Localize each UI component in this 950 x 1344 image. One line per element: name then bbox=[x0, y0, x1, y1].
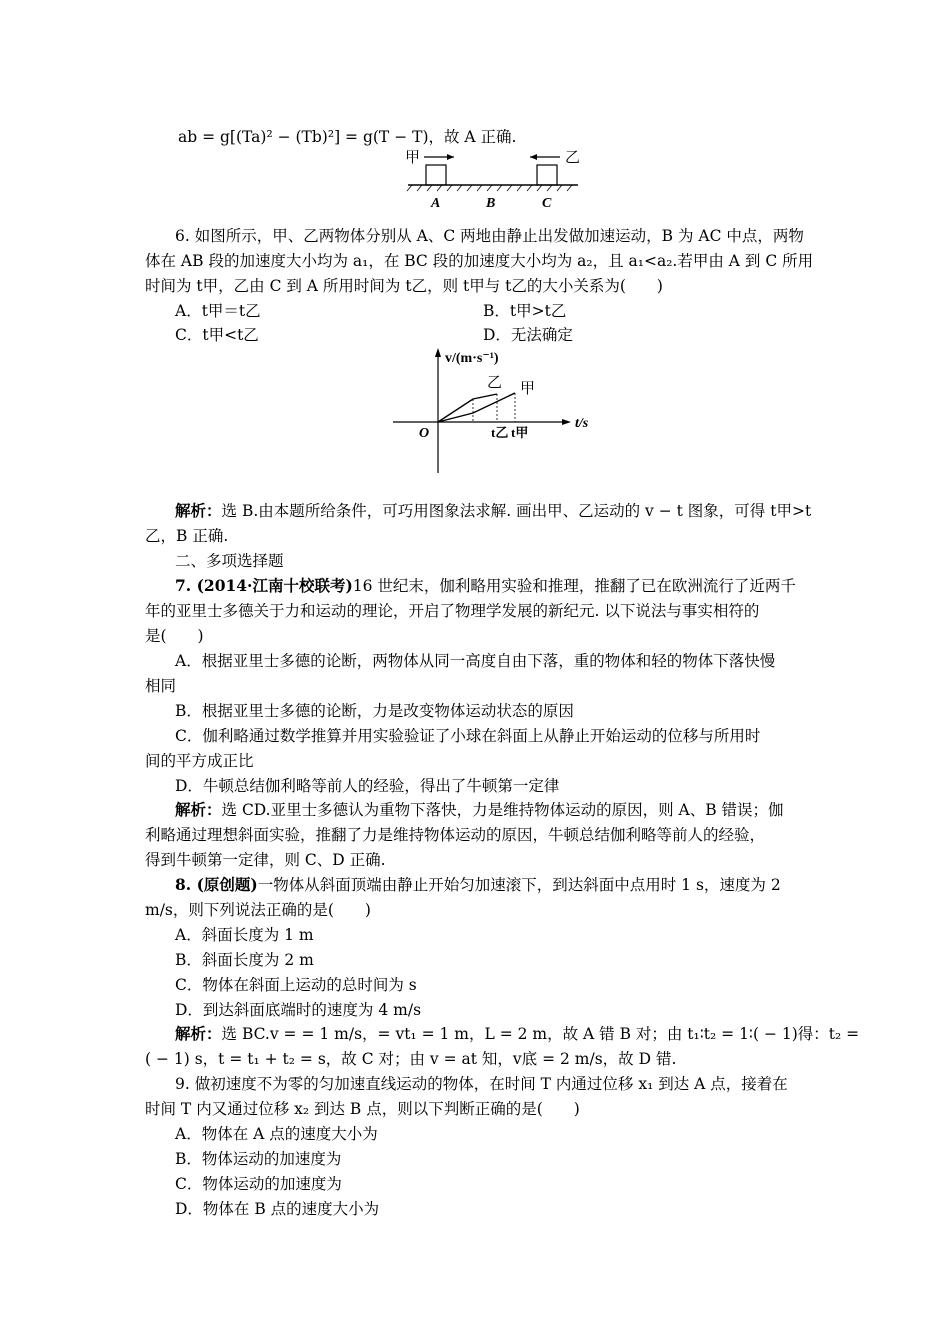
graph-xlabel: t/s bbox=[575, 416, 589, 431]
graph-origin: O bbox=[419, 426, 430, 441]
line-jia bbox=[438, 393, 515, 422]
q9-option-c: C．物体运动的加速度为 bbox=[175, 1175, 342, 1193]
q7-line1: 7. (2014·江南十校联考)16 世纪末，伽利略用实验和推理，推翻了已在欧洲流行了近两千 bbox=[175, 576, 796, 595]
point-b: B bbox=[486, 196, 496, 210]
label-yi: 乙 bbox=[565, 150, 581, 166]
section-title: 二、多项选择题 bbox=[175, 552, 284, 570]
top-line: ab = g[(Ta)² − (Tb)²] = g(T − T)，故 A 正确. bbox=[178, 128, 517, 146]
q9-option-b: B．物体运动的加速度为 bbox=[175, 1150, 342, 1168]
q8-option-b: B．斜面长度为 2 m bbox=[175, 951, 314, 969]
graph-label-yi: 乙 bbox=[487, 375, 503, 391]
q7-line2: 年的亚里士多德关于力和运动的理论，开启了物理学发展的新纪元. 以下说法与事实相符的 bbox=[145, 602, 760, 620]
q6-option-a: A．t甲＝t乙 bbox=[175, 302, 261, 320]
q6-solution-label: 解析： bbox=[175, 501, 222, 520]
q6-line2: 体在 AB 段的加速度大小均为 a₁，在 BC 段的加速度大小均为 a₂，且 a₁<a₂.若甲由 A 到 C 所用 bbox=[145, 252, 814, 270]
q6-solution-line2: 乙，B 正确. bbox=[145, 527, 229, 545]
q8-source: 8. (原创题) bbox=[175, 875, 258, 894]
q6-option-b: B．t甲>t乙 bbox=[483, 302, 567, 320]
q7-line3: 是( ) bbox=[145, 627, 204, 645]
q9-line1: 9. 做初速度不为零的匀加速直线运动的物体，在时间 T 内通过位移 x₁ 到达 A 点，接着在 bbox=[175, 1075, 788, 1093]
q9-line2: 时间 T 内又通过位移 x₂ 到达 B 点，则以下判断正确的是( ) bbox=[145, 1100, 580, 1118]
q8-solution-label: 解析： bbox=[175, 1024, 222, 1043]
q9-option-a: A．物体在 A 点的速度大小为 bbox=[175, 1125, 378, 1143]
figure-vt-graph bbox=[385, 345, 605, 475]
q7-source: 7. (2014·江南十校联考) bbox=[175, 576, 353, 595]
q7-option-b: B．根据亚里士多德的论断，力是改变物体运动状态的原因 bbox=[175, 702, 574, 720]
q8-line1: 8. (原创题)一物体从斜面顶端由静止开始匀加速滚下，到达斜面中点用时 1 s，速度为 2 bbox=[175, 875, 781, 894]
graph-t-yi: t乙 bbox=[491, 425, 509, 440]
q8-option-d: D．到达斜面底端时的速度为 4 m/s bbox=[175, 1001, 422, 1019]
q7-option-a-line2: 相同 bbox=[145, 677, 177, 695]
graph-label-jia: 甲 bbox=[520, 381, 536, 397]
q7-solution-label: 解析： bbox=[175, 800, 222, 819]
point-c: C bbox=[542, 196, 552, 210]
q7-option-d: D．牛顿总结伽利略等前人的经验，得出了牛顿第一定律 bbox=[175, 777, 560, 795]
q8-option-a: A．斜面长度为 1 m bbox=[175, 926, 314, 944]
q7-solution-line3: 得到牛顿第一定律，则 C、D 正确. bbox=[145, 851, 386, 869]
q8-line2: m/s，则下列说法正确的是( ) bbox=[145, 901, 371, 919]
line-yi bbox=[438, 394, 497, 422]
q7-solution-line2: 利略通过理想斜面实验，推翻了力是维持物体运动的原因，牛顿总结伽利略等前人的经验， bbox=[145, 826, 766, 844]
q6-solution-line1: 解析：选 B.由本题所给条件，可巧用图象法求解. 画出甲、乙运动的 v − t 图象，可得 t甲>t bbox=[175, 501, 812, 520]
label-jia: 甲 bbox=[405, 150, 421, 166]
figure-track bbox=[400, 145, 590, 210]
q8-solution-line1: 解析：选 BC.v = = 1 m/s，= vt₁ = 1 m，L = 2 m，故 A 错 B 对；由 t₁∶t₂ = 1∶( − 1)得：t₂ = bbox=[175, 1024, 860, 1043]
q6-option-d: D．无法确定 bbox=[483, 326, 573, 344]
q7-option-a-line1: A．根据亚里士多德的论断，两物体从同一高度自由下落，重的物体和轻的物体下落快慢 bbox=[175, 652, 776, 670]
block-yi bbox=[537, 165, 557, 185]
q7-option-c-line2: 间的平方成正比 bbox=[145, 752, 254, 770]
q8-option-c: C．物体在斜面上运动的总时间为 s bbox=[175, 976, 417, 994]
block-jia bbox=[426, 165, 446, 185]
q8-solution-line2: ( − 1) s，t = t₁ + t₂ = s，故 C 对；由 v = at 知，v底 = 2 m/s，故 D 错. bbox=[145, 1050, 677, 1068]
graph-t-jia: t甲 bbox=[511, 425, 529, 440]
q7-solution-line1: 解析：选 CD.亚里士多德认为重物下落快，力是维持物体运动的原因，则 A、B 错误；伽 bbox=[175, 800, 784, 819]
q7-option-c-line1: C．伽利略通过数学推算并用实验验证了小球在斜面上从静止开始运动的位移与所用时 bbox=[175, 727, 761, 745]
q6-line3: 时间为 t甲，乙由 C 到 A 所用时间为 t乙，则 t甲与 t乙的大小关系为( ) bbox=[145, 277, 663, 295]
q6-line1: 6. 如图所示，甲、乙两物体分别从 A、C 两地由静止出发做加速运动，B 为 AC 中点，两物 bbox=[175, 227, 804, 245]
q6-option-c: C．t甲<t乙 bbox=[175, 326, 259, 344]
q9-option-d: D．物体在 B 点的速度大小为 bbox=[175, 1200, 380, 1218]
point-a: A bbox=[431, 196, 441, 210]
graph-ylabel: v/(m·s⁻¹) bbox=[445, 351, 499, 366]
